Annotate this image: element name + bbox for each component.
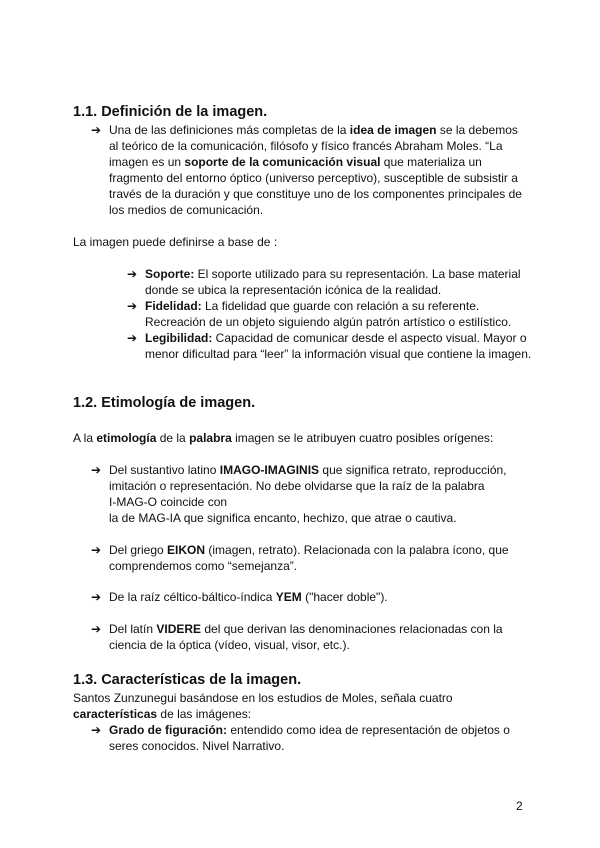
arrow-bullet-icon: ➔ — [127, 267, 138, 281]
definition-paragraph: Una de las definiciones más completas de la idea de imagen se la debemos al teórico de la comunicación, filósofo y físico francés Abraham Moles. “La imagen es un soporte de la comunicación visual que materializa un fragmento del entorno óptico (universo perceptivo), susceptible de subsistir a través de la duración y que constituye uno de los componentes principales de los medios de comunicación. — [109, 123, 522, 217]
arrow-bullet-icon: ➔ — [91, 590, 102, 604]
heading-definicion: 1.1. Definición de la imagen. — [73, 104, 268, 120]
arrow-bullet-icon: ➔ — [91, 622, 102, 636]
item-eikon: Del griego EIKON (imagen, retrato). Relacionada con la palabra ícono, que comprendemos como “semejanza”. — [109, 543, 509, 573]
caracteristicas-intro: Santos Zunzunegui basándose en los estudios de Moles, señala cuatro características de las imágenes: — [73, 691, 453, 721]
heading-caracteristicas: 1.3. Características de la imagen. — [73, 672, 302, 688]
item-yem: De la raíz céltico-báltico-índica YEM ("hacer doble"). — [109, 590, 388, 604]
etimologia-intro: A la etimología de la palabra imagen se le atribuyen cuatro posibles orígenes: — [73, 431, 494, 445]
item-grado-figuracion: Grado de figuración: entendido como idea de representación de objetos o seres conocidos. Nivel Narrativo. — [109, 723, 510, 753]
item-videre: Del latín VIDERE del que derivan las denominaciones relacionadas con la ciencia de la óptica (vídeo, visual, visor, etc.). — [109, 622, 503, 652]
item-legibilidad: Legibilidad: Capacidad de comunicar desde el aspecto visual. Mayor o menor dificultad para “leer” la información visual que contiene la imagen. — [145, 331, 532, 361]
arrow-bullet-icon: ➔ — [91, 543, 102, 557]
page-number: 2 — [516, 799, 523, 813]
arrow-bullet-icon: ➔ — [91, 123, 102, 137]
definition-intro: La imagen puede definirse a base de : — [73, 235, 278, 249]
item-imago: Del sustantivo latino IMAGO-IMAGINIS que significa retrato, reproducción, imitación o representación. No debe olvidarse que la raíz de la palabra I-MAG-O coincide con la de MAG-IA que significa encanto, hechizo, que atrae o cautiva. — [109, 463, 507, 525]
arrow-bullet-icon: ➔ — [91, 463, 102, 477]
arrow-bullet-icon: ➔ — [127, 331, 138, 345]
arrow-bullet-icon: ➔ — [127, 299, 138, 313]
arrow-bullet-icon: ➔ — [91, 723, 102, 737]
item-fidelidad: Fidelidad: La fidelidad que guarde con relación a su referente. Recreación de un objeto siguiendo algún patrón artístico o estilístico. — [145, 299, 512, 329]
heading-etimologia: 1.2. Etimología de imagen. — [73, 395, 256, 411]
item-soporte: Soporte: El soporte utilizado para su representación. La base material donde se ubica la representación icónica de la realidad. — [145, 267, 521, 297]
